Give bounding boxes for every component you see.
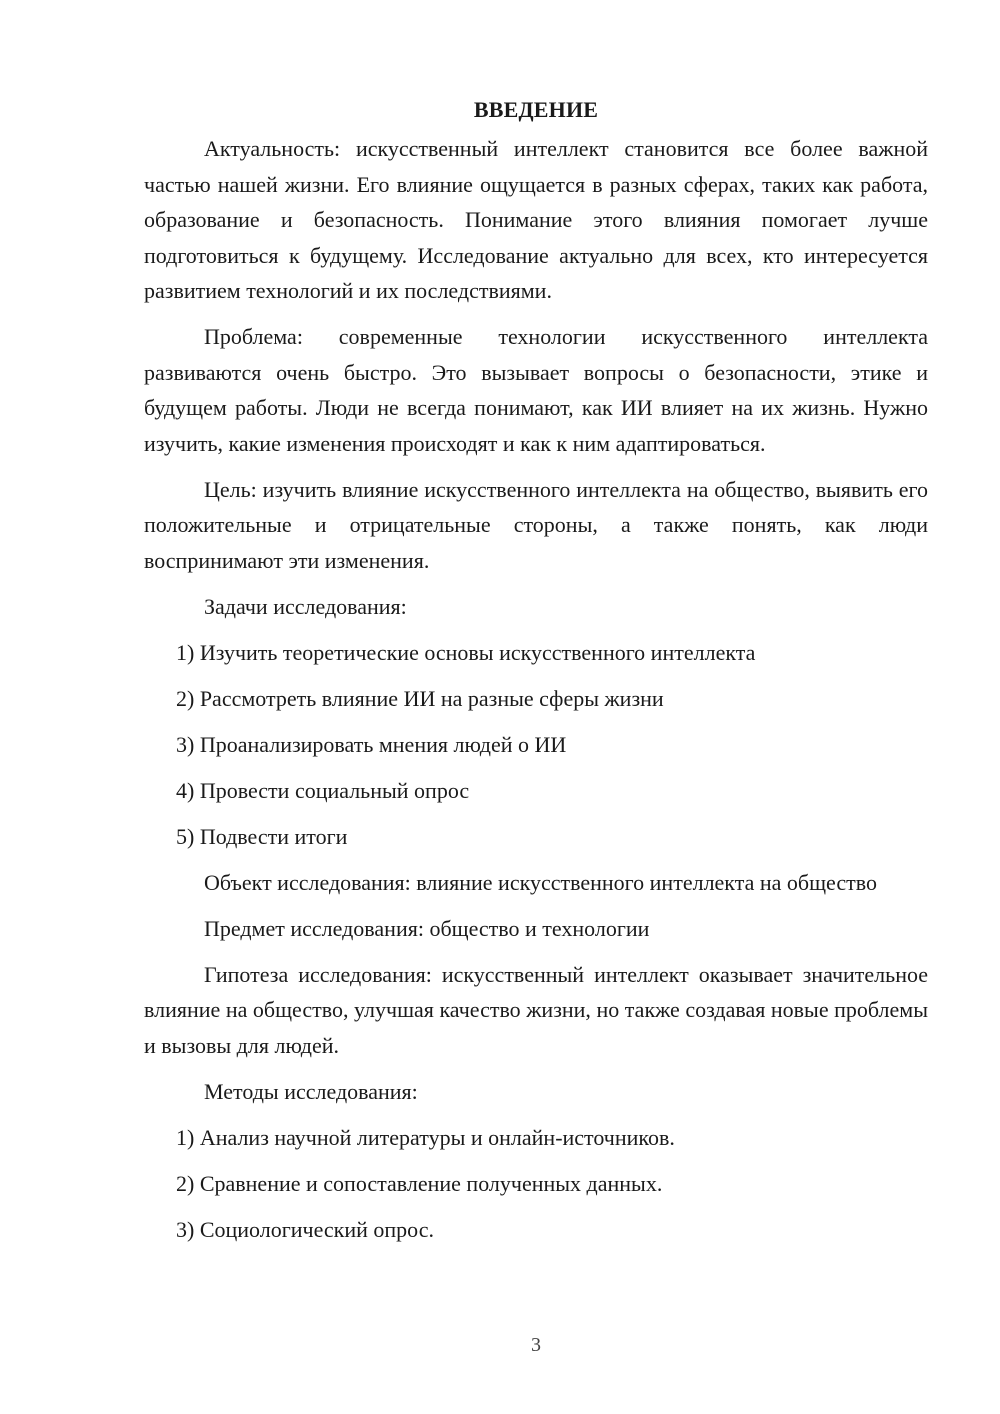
document-page bbox=[144, 92, 928, 1258]
hypothesis-paragraph: Гипотеза исследования: искусственный интеллект оказывает значительное влияние на общество, улучшая качество жизни, но также создавая новые проблемы и вызовы для людей. bbox=[144, 961, 928, 1058]
method-item: 3) Социологический опрос. bbox=[176, 1216, 434, 1242]
task-item: 2) Рассмотреть влияние ИИ на разные сферы жизни bbox=[176, 685, 664, 711]
relevance-paragraph: Актуальность: искусственный интеллект становится все более важной частью нашей жизни. Его влияние ощущается в разных сферах, таких как работа, образование и безопасность. Понимание этого влияния помогает лучше подготовиться к будущему. Исследование актуально для всех, кто интересуется развитием технологий и их последствиями. bbox=[144, 136, 928, 303]
task-item: 4) Провести социальный опрос bbox=[176, 777, 470, 803]
method-item: 2) Сравнение и сопоставление полученных данных. bbox=[176, 1170, 663, 1196]
subject-paragraph: Предмет исследования: общество и технологии bbox=[204, 915, 650, 941]
task-item: 5) Подвести итоги bbox=[176, 823, 348, 849]
tasks-heading: Задачи исследования: bbox=[204, 593, 407, 619]
problem-paragraph: Проблема: современные технологии искусственного интеллекта развиваются очень быстро. Это вызывает вопросы о безопасности, этике и будущем работы. Люди не всегда понимают, как ИИ влияет на их жизнь. Нужно изучить, какие изменения происходят и как к ним адаптироваться. bbox=[144, 324, 928, 456]
methods-list bbox=[144, 1120, 928, 1248]
page-number: 3 bbox=[531, 1334, 541, 1356]
method-item: 1) Анализ научной литературы и онлайн-источников. bbox=[176, 1124, 675, 1150]
object-paragraph: Объект исследования: влияние искусственного интеллекта на общество bbox=[204, 869, 877, 895]
task-item: 3) Проанализировать мнения людей о ИИ bbox=[176, 731, 567, 757]
task-item: 1) Изучить теоретические основы искусственного интеллекта bbox=[176, 639, 756, 665]
methods-heading: Методы исследования: bbox=[204, 1078, 418, 1104]
page-title: ВВЕДЕНИЕ bbox=[473, 97, 599, 122]
tasks-list bbox=[144, 635, 928, 855]
goal-paragraph: Цель: изучить влияние искусственного интеллекта на общество, выявить его положительные и отрицательные стороны, а также понять, как люди воспринимают эти изменения. bbox=[144, 476, 928, 573]
